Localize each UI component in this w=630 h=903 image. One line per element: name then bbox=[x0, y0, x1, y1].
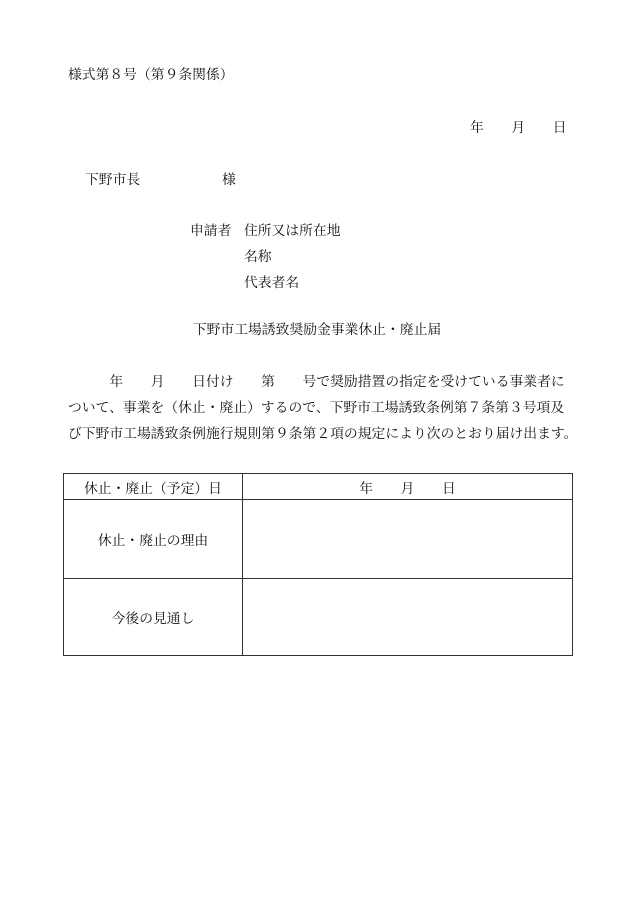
planned-date-label: 休止・廃止（予定）日 bbox=[64, 474, 243, 500]
outlook-value-cell bbox=[243, 579, 573, 656]
applicant-label: 申請者 bbox=[190, 223, 232, 239]
reason-value-cell bbox=[243, 500, 573, 579]
body-line: 年 月 日付け 第 号で奨励措置の指定を受けている事業者に bbox=[68, 374, 565, 390]
info-table bbox=[63, 473, 573, 656]
applicant-representative-label: 代表者名 bbox=[244, 275, 300, 291]
applicant-name-label: 名称 bbox=[244, 249, 272, 265]
addressee-honorific: 様 bbox=[222, 172, 236, 188]
addressee-name: 下野市長 bbox=[85, 172, 141, 188]
reason-label: 休止・廃止の理由 bbox=[64, 500, 243, 579]
table-row-outlook bbox=[64, 579, 573, 656]
table-row-planned-date bbox=[64, 474, 573, 500]
form-number: 様式第８号（第９条関係） bbox=[68, 67, 234, 83]
body-line: び下野市工場誘致条例施行規則第９条第２項の規定により次のとおり届け出ます。 bbox=[68, 426, 578, 442]
table-row-reason bbox=[64, 500, 573, 579]
outlook-label: 今後の見通し bbox=[64, 579, 243, 656]
applicant-address-label: 住所又は所在地 bbox=[244, 223, 341, 239]
planned-date-value: 年 月 日 bbox=[243, 474, 573, 500]
body-line: ついて、事業を（休止・廃止）するので、下野市工場誘致条例第７条第３号項及 bbox=[68, 400, 565, 416]
document-title: 下野市工場誘致奨励金事業休止・廃止届 bbox=[192, 322, 442, 338]
submission-date: 年 月 日 bbox=[470, 120, 567, 136]
